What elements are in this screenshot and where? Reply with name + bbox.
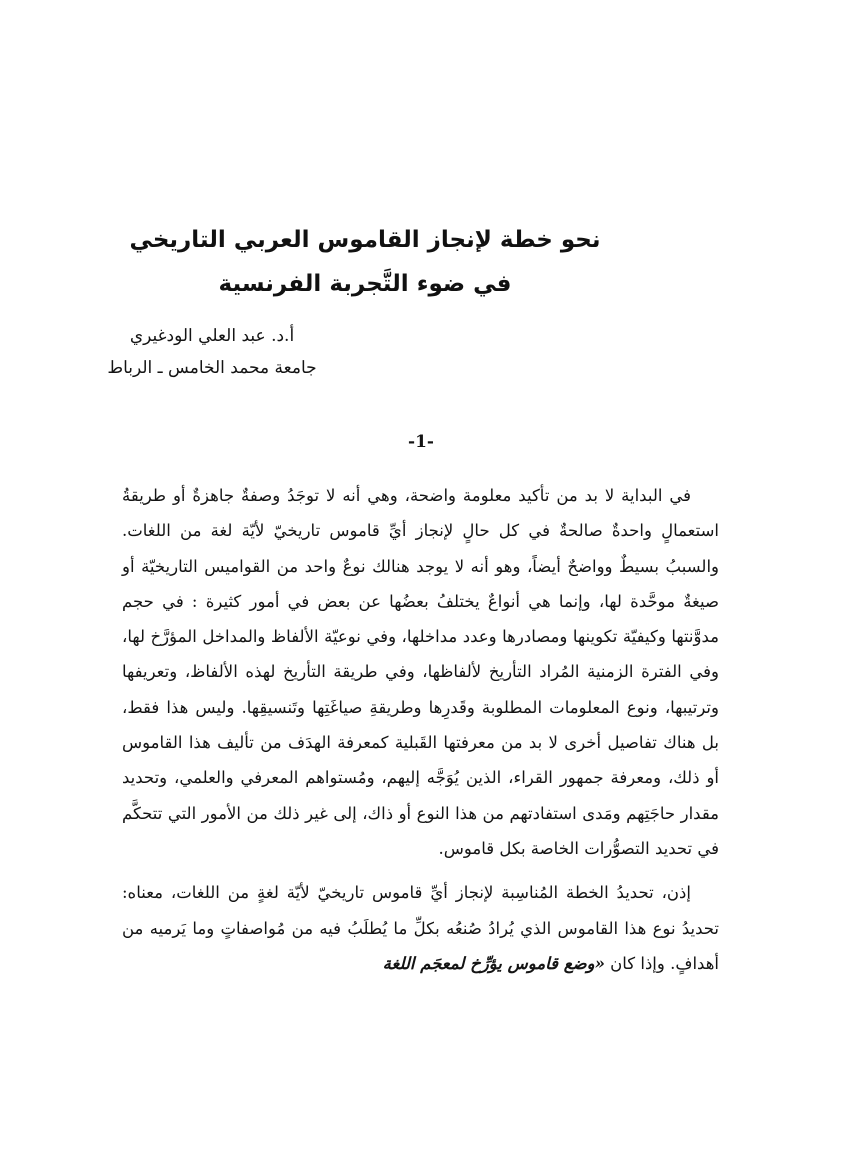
subtitle: في ضوء التَّجربة الفرنسية <box>218 271 512 297</box>
author-affiliation: جامعة محمد الخامس ـ الرباط <box>107 358 317 378</box>
paragraph-2 <box>122 875 719 981</box>
main-title: نحو خطة لإنجاز القاموس العربي التاريخي <box>129 227 601 253</box>
paragraph-2-quote: «وضع قاموس يؤرِّخ لمعجَم اللغة <box>382 953 605 973</box>
title-block <box>100 218 630 306</box>
body-text <box>122 478 719 981</box>
section-number: -1- <box>408 432 434 452</box>
paragraph-1: في البداية لا بد من تأكيد معلومة واضحة، وهي أنه لا توجَدُ وصفةٌ جاهزةٌ أو طريقةُ استعمالٍ واحدةٌ صالحةٌ في كل حالٍ لإنجاز أيِّ قاموس تاريخيّ لأيّة لغة من اللغات. والسببُ بسيطٌ وواضحٌ أيضاً، وهو أنه لا يوجد هنالك نوعٌ واحد من القواميس التاريخيّة أو صيغةٌ موحَّدة لها، وإنما هي أنواعٌ يختلفُ بعضُها عن بعض في أمور كثيرة : في حجم مدوَّنتها وكيفيّة تكوينها ومصادرها وعدد مداخلها، وفي نوعيّة الألفاظ والمداخل المؤرَّخ لها، وفي الفترة الزمنية المُراد التأريخ لألفاظها، وفي طريقة التأريخ لهذه الألفاظ، وتعريفها وترتيبها، ونوع المعلومات المطلوبة وقَدرِها وطريقةِ صياغَتِها وتَنسيقِها. وليس هذا فقط، بل هناك تفاصيل أخرى لا بد من معرفتها القَبلية كمعرفة الهدَف من تأليف هذا القاموس أو ذلك، ومعرفة جمهور القراء، الذين يُوَجَّه إليهم، ومُستواهم المعرفي والعلمي، وتحديد مقدار حاجَتِهم ومَدى استفادتهم من هذا النوع أو ذاك، إلى غير ذلك من الأمور التي تتحكَّم في تحديد التصوُّرات الخاصة بكل قاموس. <box>122 486 719 858</box>
author-block <box>87 320 337 384</box>
paragraph-2-text: إذن، تحديدُ الخطة المُناسِبة لإنجاز أيِّ قاموس تاريخيّ لأيّة لغةٍ من اللغات، معناه: تحديدُ نوع هذا القاموس الذي يُرادُ صُنعُه بكلِّ ما يُطلَبُ فيه من مُواصفاتٍ وما يَرميه من أهدافٍ. وإذا كان <box>122 883 719 973</box>
author-name: أ.د. عبد العلي الودغيري <box>129 326 295 346</box>
